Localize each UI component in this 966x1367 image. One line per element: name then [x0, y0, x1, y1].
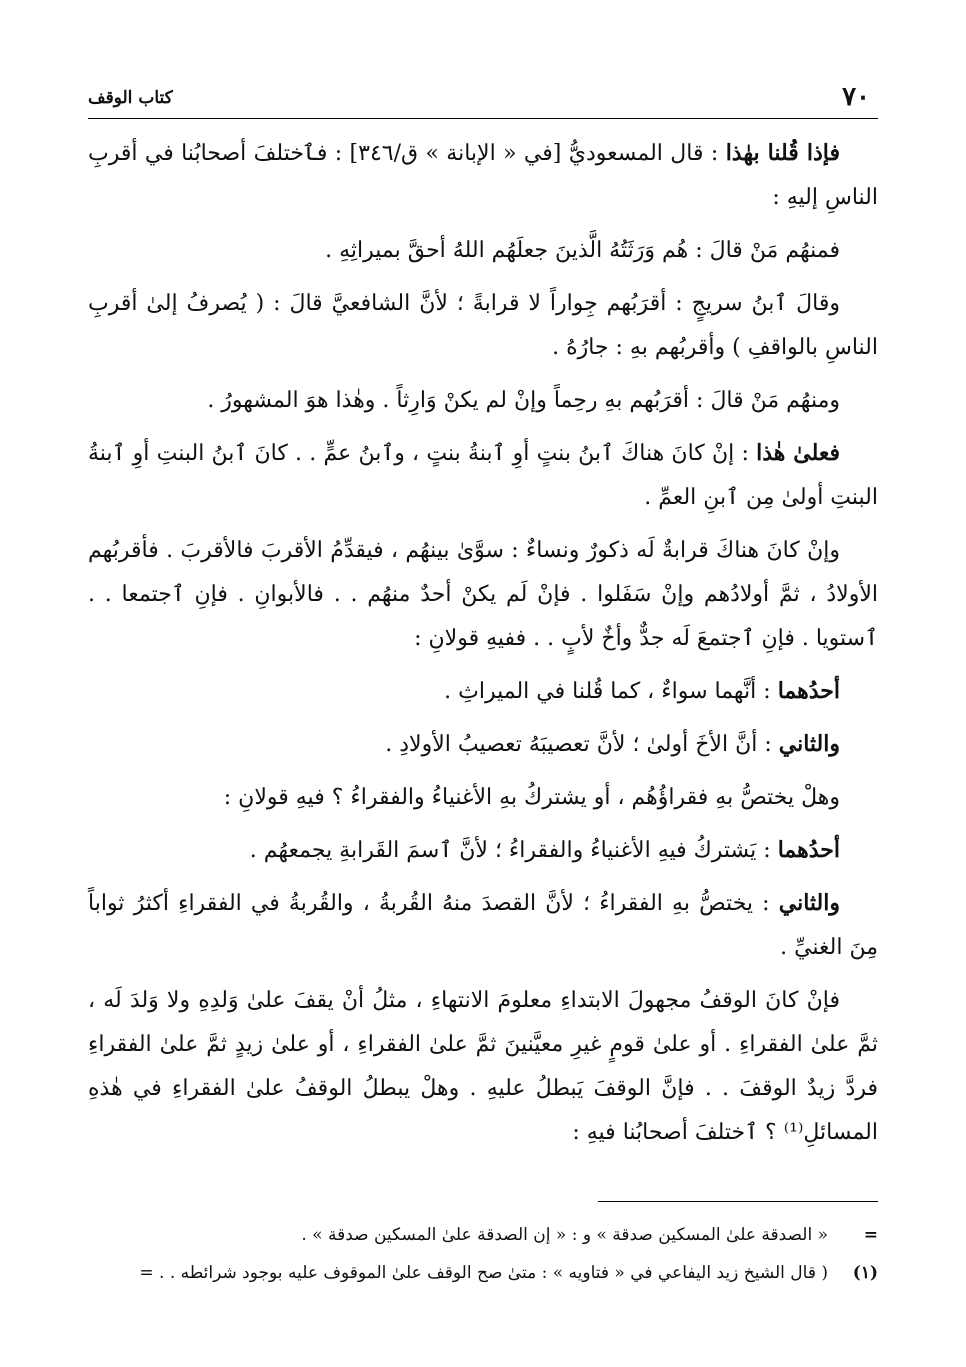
paragraph: [88, 228, 878, 273]
footnote-marker: (١): [852, 1263, 878, 1283]
page: [88, 78, 878, 1292]
header-rule: [88, 118, 878, 119]
paragraph: [88, 131, 878, 220]
page-header: [88, 78, 878, 118]
body-text: [88, 131, 878, 1155]
paragraph-text: وقالَ ٱبنُ سريجٍ : أقرَبُهم جِواراً لا قرابةً ؛ لأنَّ الشافعيَّ قالَ : ( يُصرفُ إلىٰ أقربِ الناسِ بالواقفِ ) وأقربُهم بهِ : جارُهُ .: [88, 291, 878, 360]
paragraph: [88, 669, 878, 714]
paragraph-text: فمنهُم مَنْ قالَ : هُم وَرَثَتُهُ الَّذينَ جعلَهُم اللهُ أحقَّ بميراثِهِ .: [325, 238, 840, 263]
paragraph-lead: فإذا قُلنا بهٰذا: [725, 140, 840, 166]
paragraph: [88, 775, 878, 820]
paragraph: [88, 431, 878, 520]
footnote-text: « الصدقة علىٰ المسكين صدقة » و : « إن الصدقة علىٰ المسكين صدقة » .: [301, 1225, 828, 1245]
footnote-text: ( قال الشيخ زيد اليفاعي في « فتاويه » : متىٰ صح الوقف علىٰ الموقوف عليه بوجود شرائطه . . =: [139, 1263, 828, 1283]
footnote-marker: =: [863, 1225, 878, 1245]
paragraph-text: وهلْ يختصُّ بهِ فقراؤُهُم ، أو يشتركُ بهِ الأغنياءُ والفقراءُ ؟ فيهِ قولانِ :: [223, 785, 840, 810]
paragraph: [88, 978, 878, 1155]
paragraph-text: : قال المسعوديُّ [في « الإبانة » ق/٣٤٦] : فٱختلفَ أصحابُنا في أقربِ الناسِ إليهِ :: [88, 141, 878, 210]
page-number: ٧٠: [842, 82, 870, 112]
paragraph-text: وإنْ كانَ هناكَ قرابةٌ لَه ذكورٌ ونساءٌ : سوَّىٰ بينهُم ، فيقدِّمُ الأقربَ فالأقربَ . فأقربُهم الأولادُ ، ثمَّ أولادُهم وإنْ سَفَلوا . فإنْ لَم يكنْ أحدٌ منهُم . . فالأبوانِ . فإنِ ٱجتمعا . . ٱستويا . فإنِ ٱجتمعَ لَه جدٌّ وأخٌ لأبٍ . . ففيهِ قولانِ :: [88, 538, 878, 651]
footnote: [88, 1254, 878, 1292]
footnotes: [88, 1216, 878, 1292]
paragraph: [88, 881, 878, 970]
paragraph: [88, 281, 878, 370]
paragraph-lead: أحدُهما: [777, 678, 840, 704]
paragraph-text: ومنهُم مَنْ قالَ : أقرَبُهم بهِ رحِماً وإنْ لم يكنْ وَارِثاً . وهٰذا هوَ المشهورُ .: [207, 388, 840, 413]
paragraph-text: : يَشتركُ فيهِ الأغنياءُ والفقراءُ ؛ لأنَّ ٱسمَ القَرابةِ يجمعهُم .: [249, 838, 778, 863]
footnote: [88, 1216, 878, 1254]
paragraph: [88, 828, 878, 873]
paragraph-text: : يختصُّ بهِ الفقراءُ ؛ لأنَّ القصدَ منهُ القُربةُ ، والقُربةُ في الفقراءِ أكثرُ ثواباً مِنَ الغنيِّ .: [88, 891, 878, 960]
paragraph-text: : أنَّ الأخَ أولىٰ ؛ لأنَّ تعصيبَهُ تعصيبُ الأولادِ .: [385, 732, 779, 757]
paragraph-text: : أنَّهما سواءٌ ، كما قُلنا في الميراثِ .: [444, 679, 778, 704]
paragraph-lead: فعلىٰ هٰذا: [756, 440, 840, 466]
paragraph-lead: والثاني: [778, 890, 840, 916]
paragraph-lead: والثاني: [778, 731, 840, 757]
paragraph-lead: أحدُهما: [777, 837, 840, 863]
paragraph: [88, 722, 878, 767]
paragraph: [88, 528, 878, 661]
paragraph: [88, 378, 878, 423]
footnote-rule: [598, 1201, 878, 1202]
running-title: كتاب الوقف: [88, 88, 173, 108]
paragraph-text: فإنْ كانَ الوقفُ مجهولَ الابتداءِ معلومَ الانتهاءِ ، مثلُ أنْ يقفَ علىٰ وَلدِهِ ولا وَلدَ لَه ، ثمَّ علىٰ الفقراءِ . أو علىٰ قومٍ غيرِ معيَّنينَ ثمَّ علىٰ الفقراءِ ، أو علىٰ زيدٍ ثمَّ علىٰ الفقراءِ فردَّ زيدٌ الوقفَ . . فإنَّ الوقفَ يَبطلُ عليهِ . وهلْ يبطلُ الوقفُ علىٰ الفقراءِ في هٰذهِ المسائلِ⁽¹⁾ ؟ ٱختلفَ أصحابُنا فيهِ :: [88, 988, 878, 1145]
paragraph-text: : إنْ كانَ هناكَ ٱبنُ بنتٍ أوِ ٱبنةُ بنتٍ ، وٱبنُ عمٍّ . . كانَ ٱبنُ البنتِ أوِ ٱبنةُ البنتِ أولىٰ مِن ٱبنِ العمِّ .: [88, 441, 878, 510]
